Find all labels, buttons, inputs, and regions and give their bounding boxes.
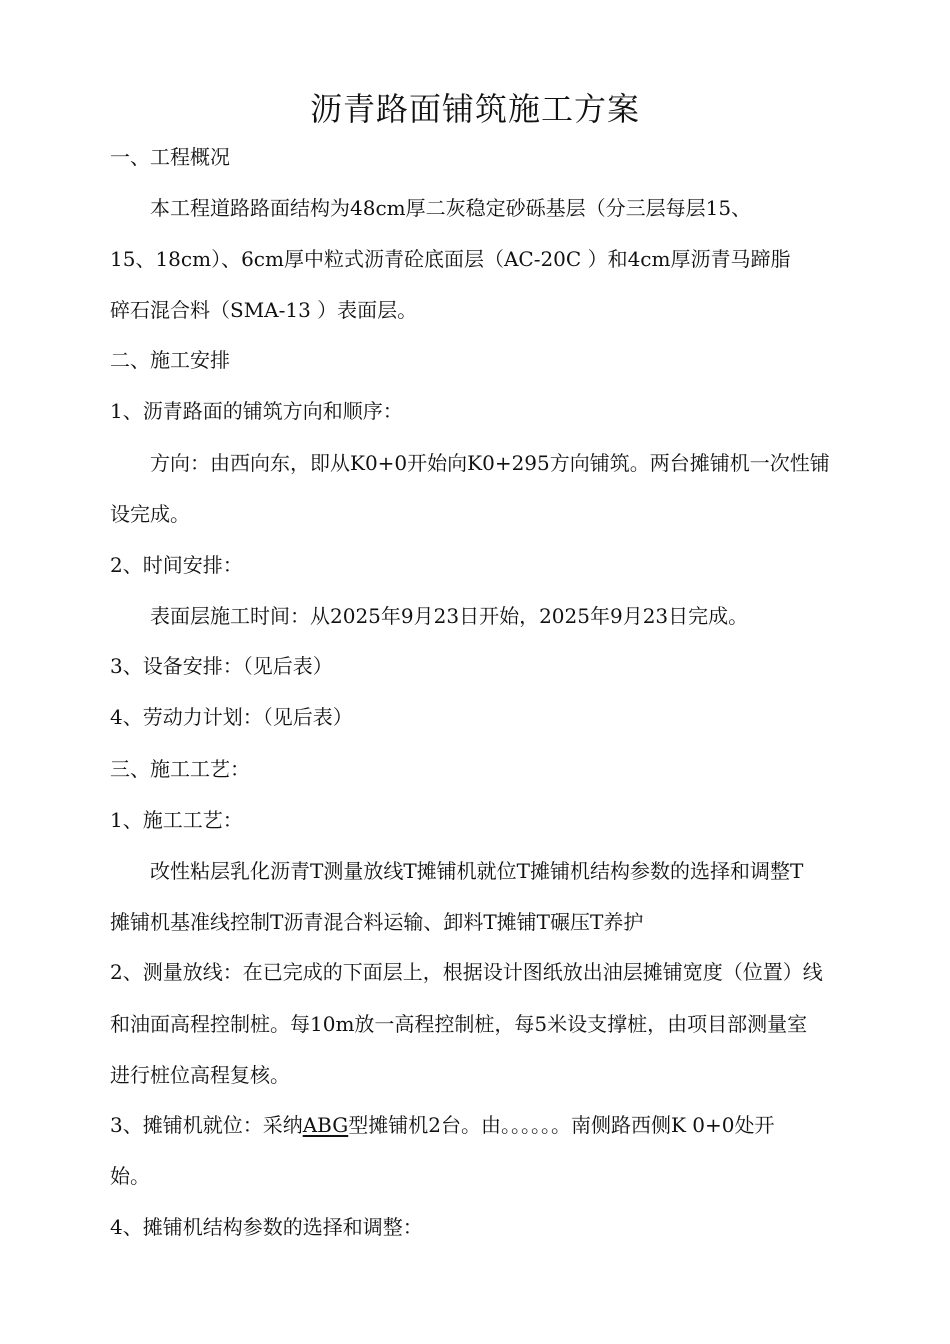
paragraph-line: 方向：由西向东，即从K0+0开始向K0+295方向铺筑。两台摊铺机一次性铺 [150,451,830,475]
paragraph-line: 始。 [110,1164,150,1188]
paragraph-line: 15、18cm）、6cm厚中粒式沥青砼底面层（AC-20C ）和4cm厚沥青马蹄脂 [110,247,791,271]
paragraph-line: 2、测量放线：在已完成的下面层上，根据设计图纸放出油层摊铺宽度（位置）线 [110,960,823,984]
subheading: 4、摊铺机结构参数的选择和调整： [110,1215,423,1239]
section-heading-overview: 一、工程概况 [110,145,230,169]
paragraph-line-paver [110,1111,774,1139]
document-title: 沥青路面铺筑施工方案 [309,90,640,128]
subheading: 1、施工工艺： [110,808,243,832]
subheading: 2、时间安排： [110,553,243,577]
subheading: 3、设备安排：（见后表） [110,654,333,678]
section-heading-arrangement: 二、施工安排 [110,348,230,372]
paragraph-line: 改性粘层乳化沥青T测量放线T摊铺机就位T摊铺机结构参数的选择和调整T [150,859,804,883]
paragraph-line: 摊铺机基准线控制T沥青混合料运输、卸料T摊铺T碾压T养护 [110,910,644,934]
subheading: 1、沥青路面的铺筑方向和顺序： [110,399,403,423]
paver-model-underlined: ABG [302,1113,349,1137]
paragraph-line: 本工程道路路面结构为48cm厚二灰稳定砂砾基层（分三层每层15、 [150,196,752,220]
section-heading-process: 三、施工工艺： [110,757,250,781]
paragraph-line: 碎石混合料（SMA-13 ）表面层。 [110,298,418,322]
paragraph-line: 进行桩位高程复核。 [110,1063,290,1087]
subheading: 4、劳动力计划：（见后表） [110,705,353,729]
paragraph-line: 表面层施工时间：从2025年9月23日开始，2025年9月23日完成。 [150,604,749,628]
paragraph-line: 设完成。 [110,502,190,526]
paver-text-after: 型摊铺机2台。由。。。。。。南侧路西侧K 0+0处开 [348,1113,775,1137]
paver-text-before: 3、摊铺机就位：采纳 [110,1113,303,1137]
paragraph-line: 和油面高程控制桩。每10m放一高程控制桩，每5米设支撑桩，由项目部测量室 [110,1012,808,1036]
